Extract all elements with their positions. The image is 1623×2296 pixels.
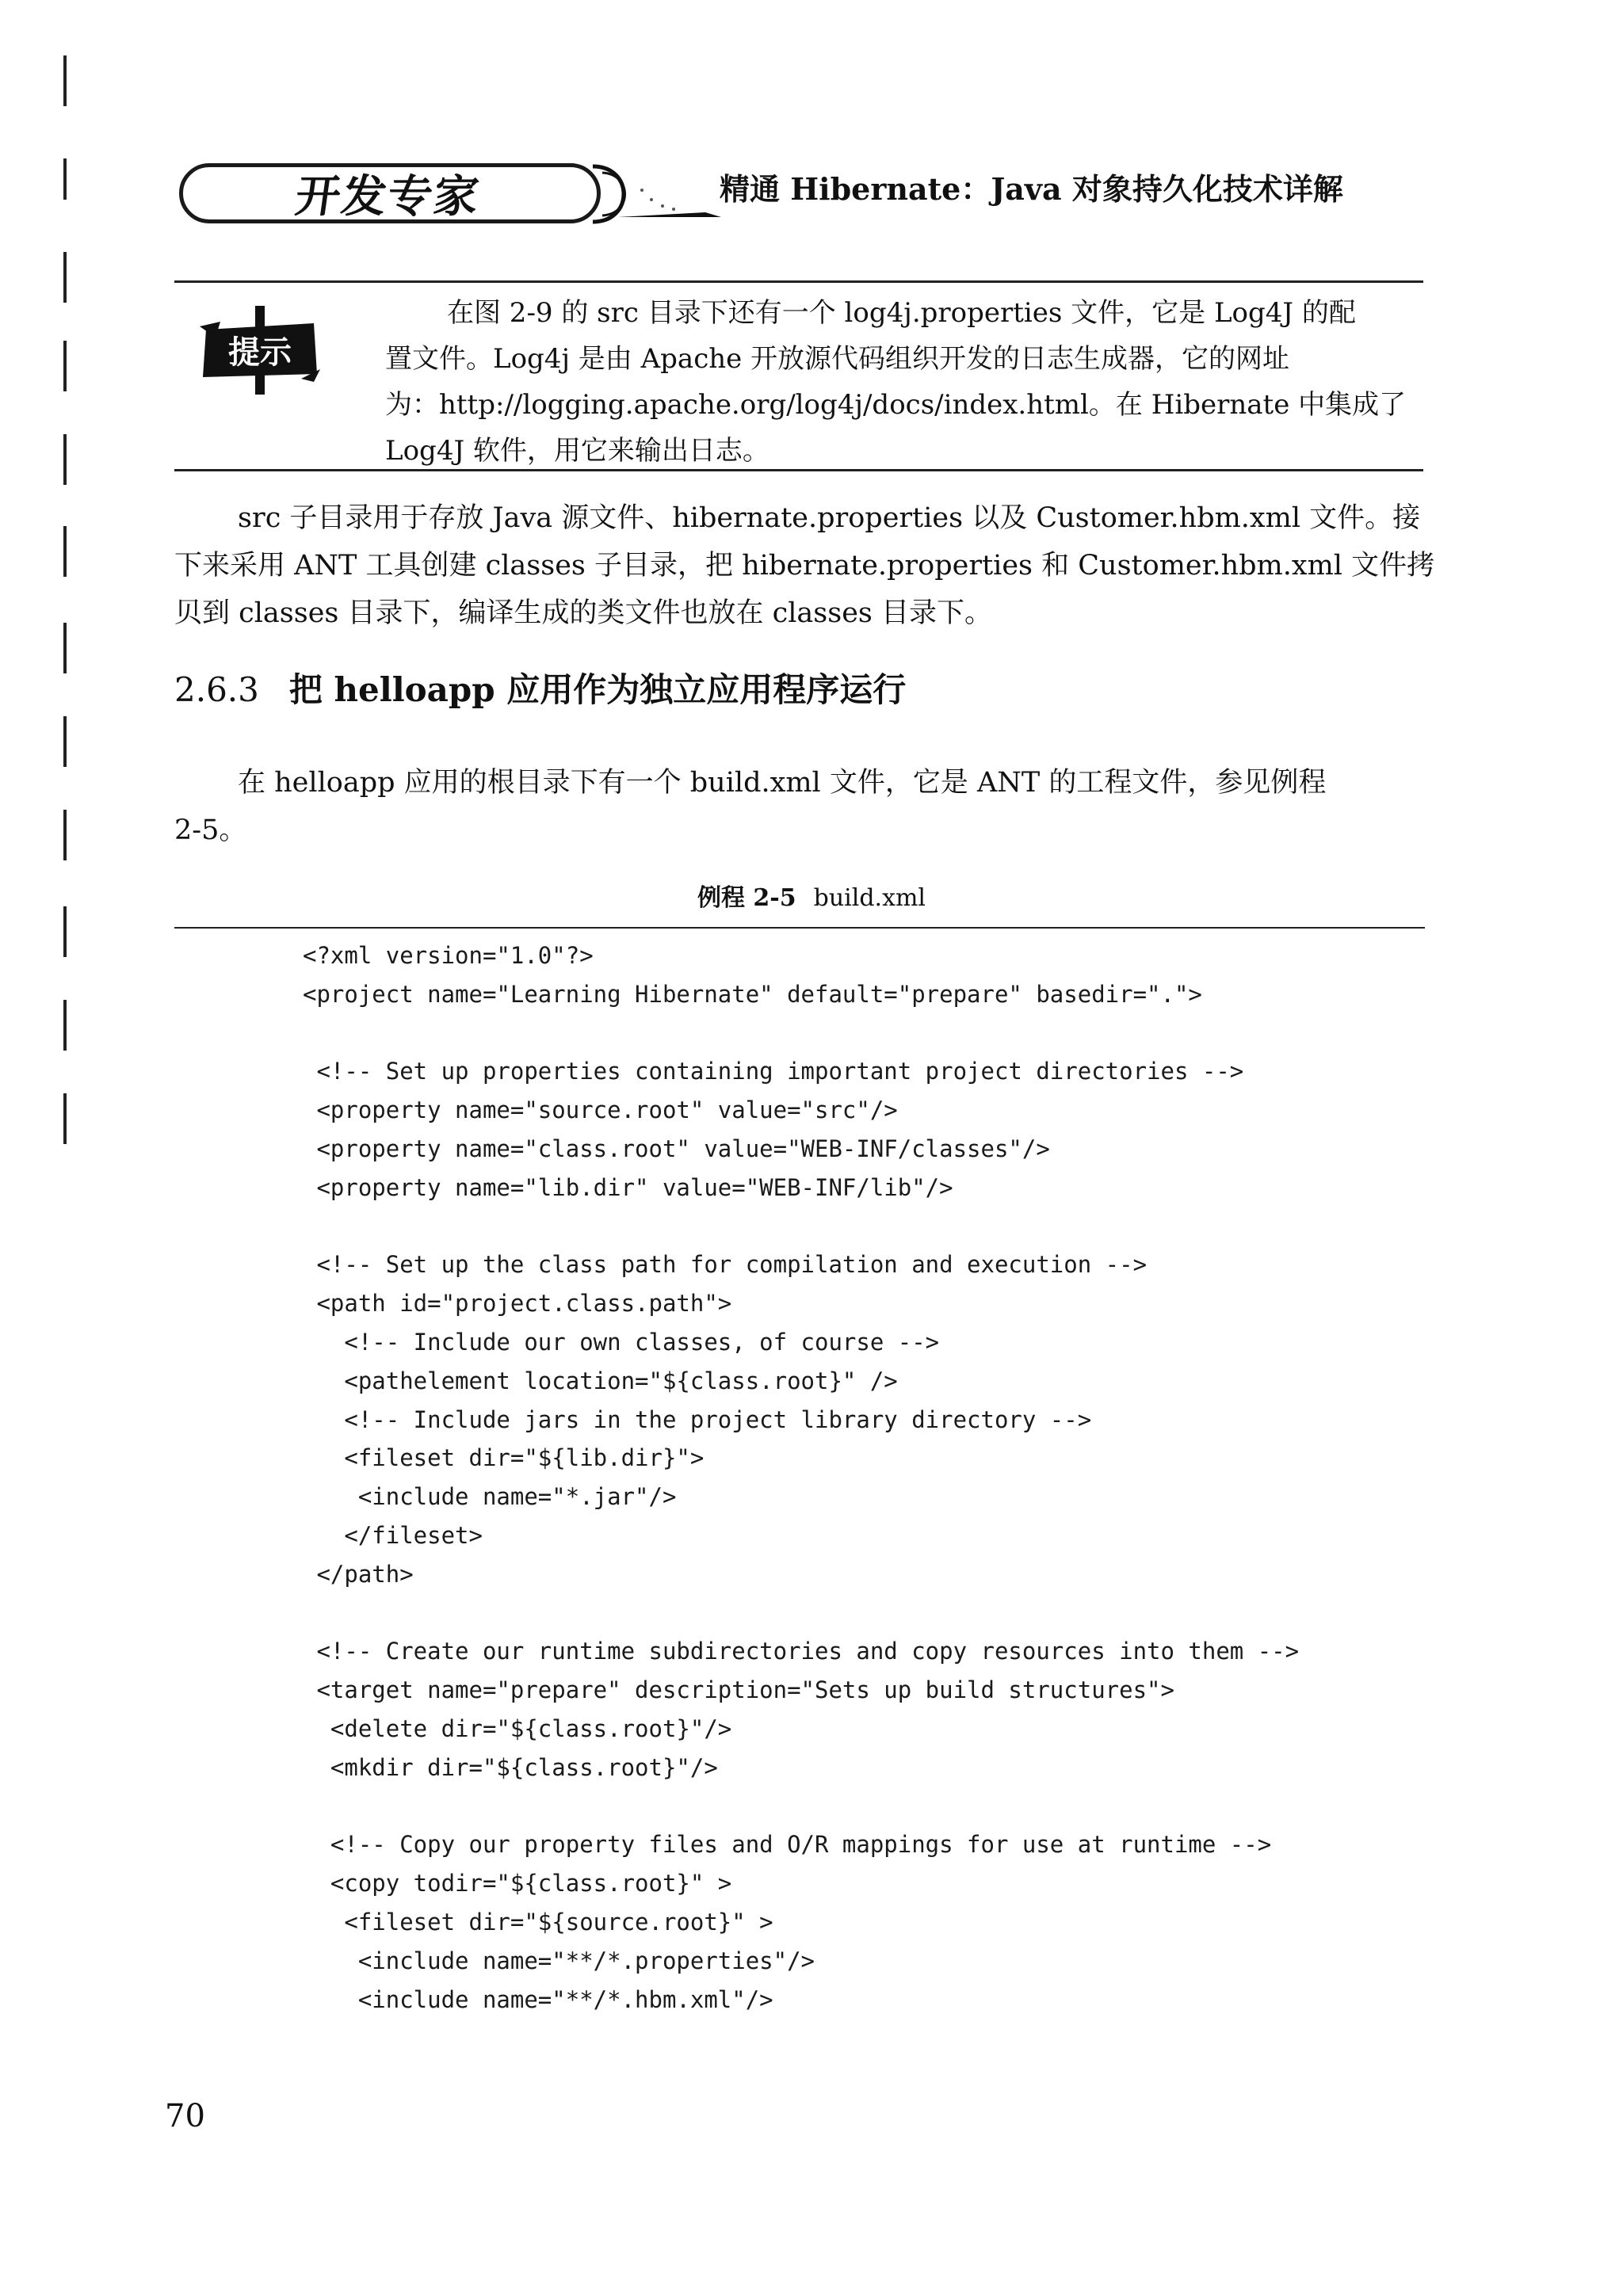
code-line: <include name="*.jar"/>	[303, 1483, 677, 1511]
code-line: <copy todir="${class.root}" >	[303, 1870, 732, 1897]
hint-line: 置文件。Log4j 是由 Apache 开放源代码组织开发的日志生成器，它的网址	[385, 343, 1290, 375]
series-logo-text: 开发专家	[292, 171, 483, 223]
code-line: <!-- Create our runtime subdirectories and copy resources into them -->	[303, 1638, 1300, 1665]
code-line: <!-- Set up the class path for compilation and execution -->	[303, 1251, 1148, 1279]
logo-swash-graphic	[586, 158, 729, 230]
code-line: <target name="prepare" description="Sets up build structures">	[303, 1676, 1174, 1704]
hint-label: 提示	[228, 334, 292, 371]
code-line: <property name="class.root" value="WEB-INF/classes"/>	[303, 1135, 1050, 1162]
hint-line: 为：http://logging.apache.org/log4j/docs/index.html。在 Hibernate 中集成了	[385, 389, 1407, 421]
code-line: <include name="**/*.hbm.xml"/>	[303, 1985, 773, 2013]
paragraph-line: 贝到 classes 目录下，编译生成的类文件也放在 classes 目录下。	[174, 597, 993, 629]
section-title: 把 helloapp 应用作为独立应用程序运行	[288, 670, 907, 709]
code-line: <!-- Copy our property files and O/R mappings for use at runtime -->	[303, 1831, 1272, 1859]
paragraph-line: 下来采用 ANT 工具创建 classes 子目录，把 hibernate.properties 和 Customer.hbm.xml 文件拷	[174, 550, 1435, 582]
hint-text	[385, 290, 1415, 474]
body-paragraph	[174, 759, 1426, 854]
binding-mark	[63, 434, 67, 485]
code-line: </fileset>	[303, 1521, 483, 1549]
code-line: <!-- Include jars in the project library directory -->	[303, 1405, 1092, 1433]
paragraph-line: 在 helloapp 应用的根目录下有一个 build.xml 文件，它是 ANT 的工程文件，参见例程	[238, 767, 1327, 799]
code-line	[303, 1207, 1299, 1246]
section-number: 2.6.3	[174, 670, 259, 709]
binding-mark	[63, 55, 67, 106]
listing-filename: build.xml	[813, 884, 926, 912]
section-heading	[174, 664, 906, 711]
binding-mark	[63, 810, 67, 860]
binding-mark	[63, 1000, 67, 1051]
code-line	[303, 1594, 1299, 1633]
body-paragraph	[174, 494, 1435, 637]
code-line: <pathelement location="${class.root}" />	[303, 1367, 898, 1394]
code-line: <!-- Set up properties containing important project directories -->	[303, 1058, 1244, 1085]
code-line: <property name="lib.dir" value="WEB-INF/lib"/>	[303, 1173, 953, 1201]
listing-label: 例程 2-5	[697, 884, 796, 912]
binding-mark	[63, 252, 67, 303]
code-line: </path>	[303, 1560, 414, 1588]
listing-caption	[0, 878, 1623, 913]
code-line	[303, 1014, 1299, 1053]
hint-bottom-rule	[174, 469, 1423, 471]
paragraph-line: src 子目录用于存放 Java 源文件、hibernate.properties 以及 Customer.hbm.xml 文件。接	[238, 502, 1421, 534]
code-listing	[303, 936, 1299, 2019]
code-line: <?xml version="1.0"?>	[303, 942, 594, 969]
code-line: <!-- Include our own classes, of course -->	[303, 1328, 940, 1356]
code-line: <delete dir="${class.root}"/>	[303, 1714, 732, 1742]
binding-mark	[63, 158, 67, 200]
hint-line: Log4J 软件，用它来输出日志。	[385, 435, 769, 467]
binding-mark	[63, 623, 67, 673]
page-number: 70	[165, 2098, 205, 2134]
code-line: <mkdir dir="${class.root}"/>	[303, 1753, 718, 1781]
code-line: <path id="project.class.path">	[303, 1290, 732, 1318]
code-line: <property name="source.root" value="src"/>	[303, 1097, 898, 1124]
hint-top-rule	[174, 280, 1423, 283]
binding-mark	[63, 1093, 67, 1144]
paragraph-line: 2-5。	[174, 814, 247, 846]
code-line: <include name="**/*.properties"/>	[303, 1947, 815, 1974]
binding-mark	[63, 526, 67, 577]
binding-mark	[63, 716, 67, 767]
book-title: 精通 Hibernate：Java 对象持久化技术详解	[720, 171, 1343, 207]
code-line: <fileset dir="${lib.dir}">	[303, 1444, 705, 1472]
code-line: <project name="Learning Hibernate" default="prepare" basedir=".">	[303, 980, 1202, 1008]
hint-line: 在图 2-9 的 src 目录下还有一个 log4j.properties 文件，它是 Log4J 的配	[447, 297, 1356, 329]
binding-mark	[63, 906, 67, 957]
code-line: <fileset dir="${source.root}" >	[303, 1908, 773, 1936]
binding-mark	[63, 341, 67, 391]
code-line	[303, 1787, 1299, 1826]
listing-top-rule	[174, 927, 1425, 929]
